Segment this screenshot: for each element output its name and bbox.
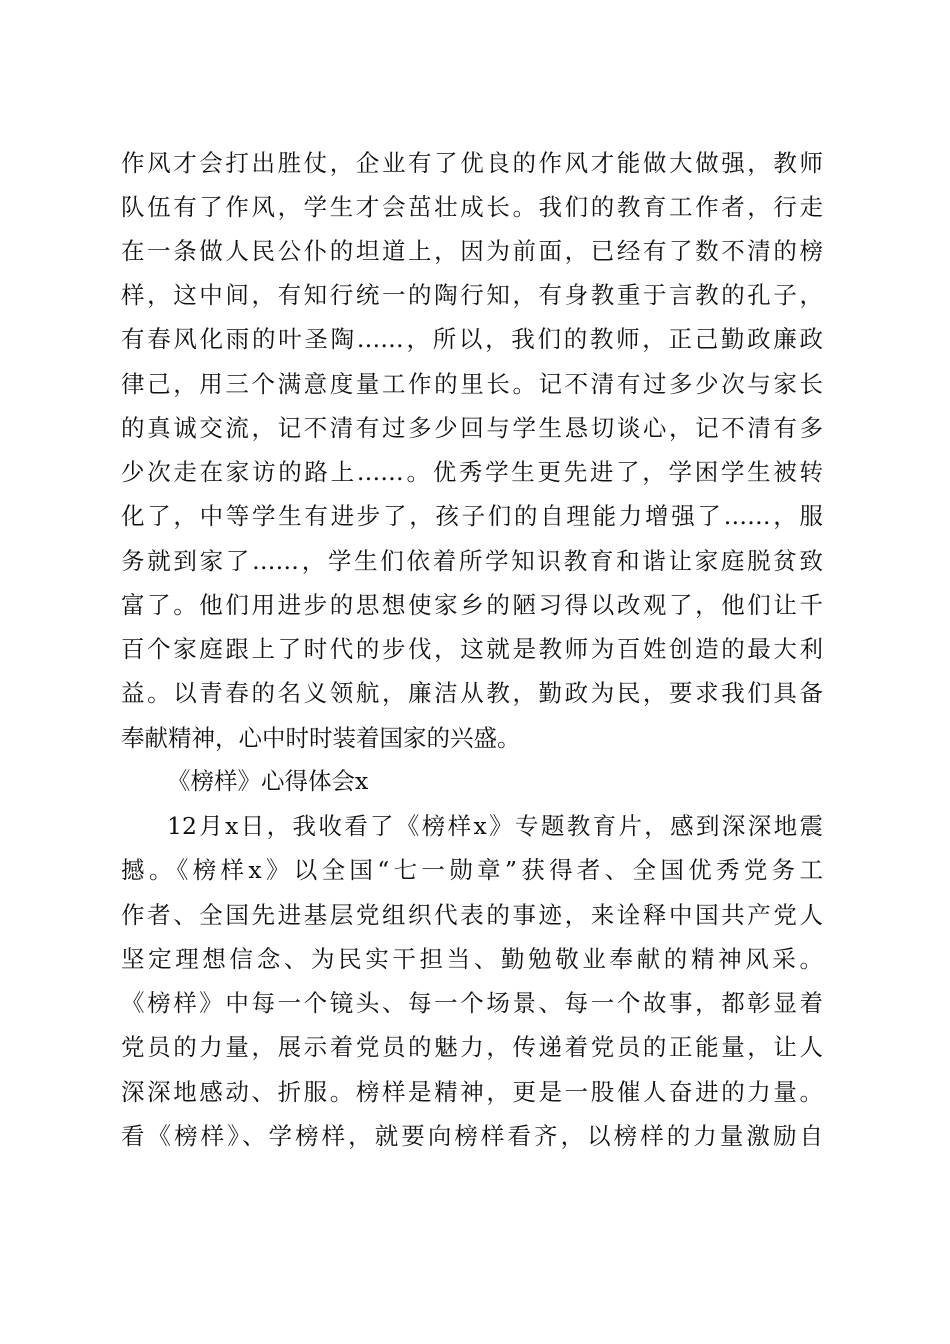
paragraph-line: 务就到家了……，学生们依着所学知识教育和谐让家庭脱贫致 xyxy=(121,547,823,575)
paragraph-line: 少次走在家访的路上……。优秀学生更先进了，学困学生被转 xyxy=(121,458,823,486)
paragraph-line: 的真诚交流，记不清有过多少回与学生恳切谈心，记不清有多 xyxy=(121,414,823,442)
paragraph-line: 坚定理想信念、为民实干担当、勤勉敬业奉献的精神风采。 xyxy=(121,945,823,973)
paragraph-line: 有春风化雨的叶圣陶……，所以，我们的教师，正己勤政廉政 xyxy=(121,325,823,353)
paragraph-line: 益。以青春的名义领航，廉洁从教，勤政为民，要求我们具备 xyxy=(121,679,823,707)
paragraph-line: 作者、全国先进基层党组织代表的事迹，来诠释中国共产党人 xyxy=(121,901,823,929)
paragraph-line: 《榜样》中每一个镜头、每一个场景、每一个故事，都彰显着 xyxy=(121,989,823,1017)
paragraph-line: 在一条做人民公仆的坦道上，因为前面，已经有了数不清的榜 xyxy=(121,237,823,265)
section-heading: 《榜样》心得体会x xyxy=(167,767,369,795)
paragraph-line: 律己，用三个满意度量工作的里长。记不清有过多少次与家长 xyxy=(121,370,823,398)
paragraph-line: 撼。《榜样x》以全国“七一勋章”获得者、全国优秀党务工 xyxy=(121,856,823,884)
paragraph-line: 12月x日，我收看了《榜样x》专题教育片，感到深深地震 xyxy=(167,812,823,840)
paragraph-line: 化了，中等学生有进步了，孩子们的自理能力增强了……，服 xyxy=(121,502,823,530)
paragraph-line: 党员的力量，展示着党员的魅力，传递着党员的正能量，让人 xyxy=(121,1033,823,1061)
paragraph-line: 作风才会打出胜仗，企业有了优良的作风才能做大做强，教师 xyxy=(121,149,823,177)
paragraph-line: 富了。他们用进步的思想使家乡的陋习得以改观了，他们让千 xyxy=(121,591,823,619)
paragraph-line: 队伍有了作风，学生才会茁壮成长。我们的教育工作者，行走 xyxy=(121,193,823,221)
paragraph-line: 样，这中间，有知行统一的陶行知，有身教重于言教的孔子， xyxy=(121,281,823,309)
paragraph-line: 深深地感动、折服。榜样是精神，更是一股催人奋进的力量。 xyxy=(121,1078,823,1106)
paragraph-line: 百个家庭跟上了时代的步伐，这就是教师为百姓创造的最大利 xyxy=(121,635,823,663)
paragraph-line: 看《榜样》、学榜样，就要向榜样看齐，以榜样的力量激励自 xyxy=(121,1122,823,1150)
paragraph-line: 奉献精神，心中时时装着国家的兴盛。 xyxy=(121,724,521,752)
